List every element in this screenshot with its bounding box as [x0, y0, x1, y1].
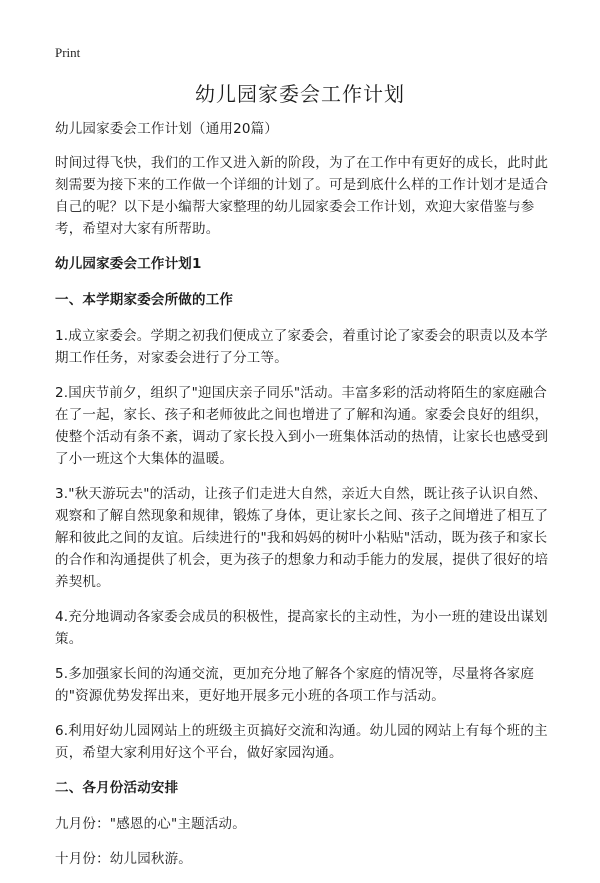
list-item: 6.利用好幼儿园网站上的班级主页搞好交流和沟通。幼儿园的网站上有每个班的主页，希望大家利用好这个平台，做好家园沟通。 — [55, 723, 548, 761]
intro-paragraph: 时间过得飞快，我们的工作又进入新的阶段，为了在工作中有更好的成长，此时此刻需要为接下来的工作做一个详细的计划了。可是到底什么样的工作计划才是适合自己的呢？以下是小编帮大家整理的幼儿园家委会工作计划，欢迎大家借鉴与参考，希望对大家有所帮助。 — [55, 155, 549, 237]
article-body — [55, 118, 553, 883]
list-item: 3."秋天游玩去"的活动，让孩子们走进大自然，亲近大自然，既让孩子认识自然、观察和了解自然现象和规律，锻炼了身体，更让家长之间、孩子之间增进了相互了解和彼此之间的友谊。后续进行的"我和妈妈的树叶小粘贴"活动，既为孩子和家长的合作和沟通提供了机会，更为孩子的想象力和动手能力的发展，提供了很好的培养契机。 — [55, 486, 549, 590]
list-item: 2.国庆节前夕，组织了"迎国庆亲子同乐"活动。丰富多彩的活动将陌生的家庭融合在了一起，家长、孩子和老师彼此之间也增进了了解和沟通。家委会良好的组织，使整个活动有条不紊，调动了家长投入到小一班集体活动的热情，让家长也感受到了小一班这个大集体的温暖。 — [55, 385, 549, 467]
article-subtitle: 幼儿园家委会工作计划（通用20篇） — [55, 121, 279, 137]
part1-heading: 一、本学期家委会所做的工作 — [55, 292, 234, 308]
month-item: 九月份："感恩的心"主题活动。 — [55, 816, 246, 832]
list-item: 5.多加强家长间的沟通交流，更加充分地了解各个家庭的情况等，尽量将各家庭的"资源优势发挥出来，更好地开展多元小班的各项工作与活动。 — [55, 666, 535, 704]
section-title: 幼儿园家委会工作计划1 — [55, 256, 202, 272]
list-item: 4.充分地调动各家委会成员的积极性，提高家长的主动性，为小一班的建设出谋划策。 — [55, 609, 548, 647]
part2-heading: 二、各月份活动安排 — [55, 780, 179, 796]
print-link[interactable]: Print — [55, 45, 81, 60]
page-title: 幼儿园家委会工作计划 — [195, 82, 405, 106]
month-item: 十月份：幼儿园秋游。 — [55, 851, 192, 867]
list-item: 1.成立家委会。学期之初我们便成立了家委会，着重讨论了家委会的职责以及本学期工作任务，对家委会进行了分工等。 — [55, 328, 548, 366]
